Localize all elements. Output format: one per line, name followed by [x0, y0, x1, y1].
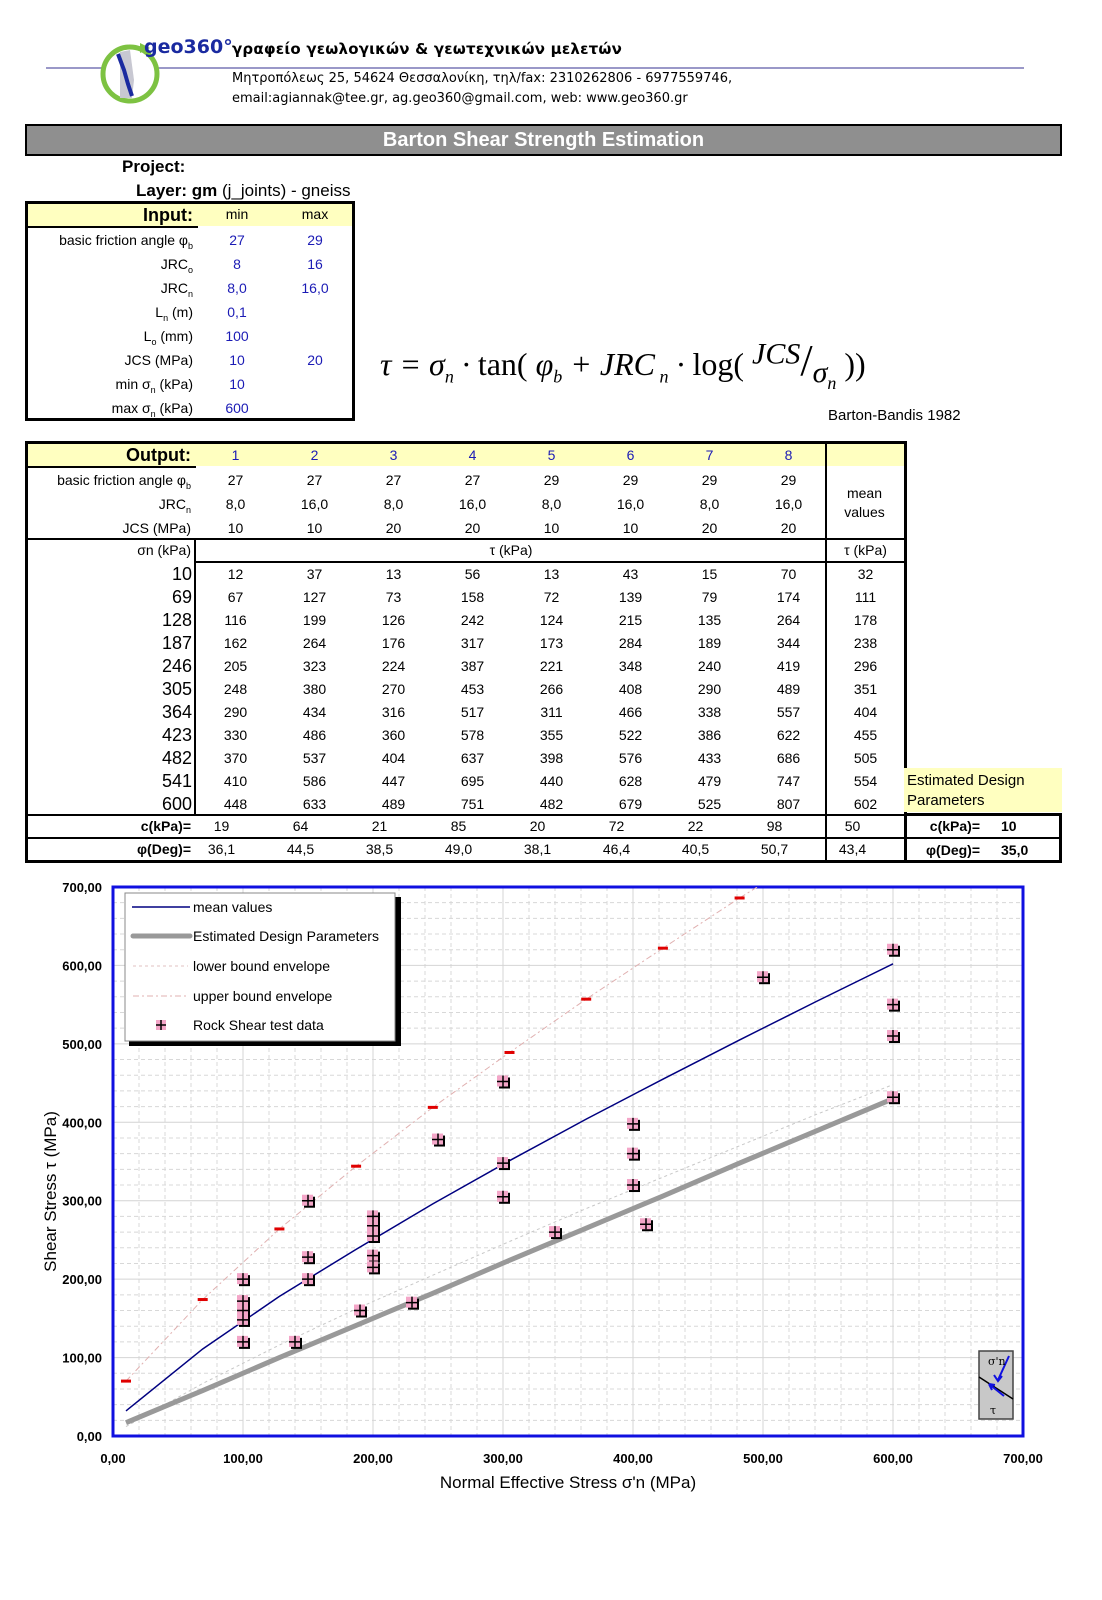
input-min-value: 100 — [225, 328, 249, 344]
output-column-number: 1 — [231, 447, 240, 463]
mean-tau-value: 32 — [857, 566, 874, 582]
output-column-number: 4 — [468, 447, 477, 463]
shear-strength-chart — [0, 860, 1102, 1510]
mean-tau-value: 455 — [853, 727, 878, 743]
mean-tau-value: 238 — [853, 635, 878, 651]
tau-value: 622 — [776, 727, 801, 743]
c-value: 85 — [450, 818, 467, 834]
tau-value: 73 — [385, 589, 402, 605]
tau-value: 398 — [539, 750, 564, 766]
phi-label: φ(Deg)= — [137, 841, 191, 857]
output-param-value: 8,0 — [541, 496, 562, 512]
input-row-label-unit: (kPa) — [155, 376, 193, 392]
output-param-label-text: JCS (MPa) — [122, 520, 191, 536]
tau-value: 751 — [460, 796, 485, 812]
tau-value: 224 — [381, 658, 406, 674]
tau-value: 176 — [381, 635, 406, 651]
tau-value: 355 — [539, 727, 564, 743]
tau-value: 67 — [227, 589, 244, 605]
output-param-value: 29 — [780, 472, 797, 488]
output-param-label-subscript: b — [185, 480, 191, 491]
input-row-label-text: JCS (MPa) — [124, 352, 193, 368]
sigma-header: σn (kPa) — [137, 542, 191, 558]
input-row-label-text: basic friction angle φ — [59, 232, 188, 248]
layer-code: gm — [191, 181, 218, 200]
tau-value: 158 — [460, 589, 485, 605]
tau-value: 525 — [697, 796, 722, 812]
input-row-label-text: L — [155, 304, 164, 320]
tau-value: 348 — [618, 658, 643, 674]
sigma-value: 482 — [161, 748, 192, 768]
phi-value: 36,1 — [207, 841, 236, 857]
c-value: 22 — [687, 818, 704, 834]
tau-value: 290 — [223, 704, 248, 720]
design-divider — [904, 837, 1059, 839]
c-row-divider — [28, 814, 904, 816]
phi-value: 49,0 — [444, 841, 473, 857]
input-row-label — [28, 396, 193, 426]
tau-value: 189 — [697, 635, 722, 651]
upper-bound-marker — [274, 1227, 284, 1230]
tau-value: 387 — [460, 658, 485, 674]
phi-row-divider — [28, 837, 904, 839]
tau-value: 240 — [697, 658, 722, 674]
output-column-number: 2 — [310, 447, 319, 463]
tau-value: 37 — [306, 566, 323, 582]
c-value: 20 — [529, 818, 546, 834]
tau-value: 489 — [776, 681, 801, 697]
output-param-value: 8,0 — [383, 496, 404, 512]
tau-value: 70 — [780, 566, 797, 582]
tau-value: 311 — [540, 704, 563, 720]
tau-value: 537 — [302, 750, 327, 766]
x-tick-label: 200,00 — [353, 1451, 393, 1466]
mean-tau-value: 505 — [853, 750, 878, 766]
tau-value: 162 — [223, 635, 248, 651]
sigma-value: 364 — [161, 702, 192, 722]
y-tick-label: 600,00 — [62, 958, 102, 974]
mean-tau-value: 404 — [853, 704, 878, 720]
mean-tau-value: 296 — [853, 658, 878, 674]
sigma-value: 128 — [161, 610, 192, 630]
mean-tau-value: 178 — [853, 612, 878, 628]
design-phi-label: φ(Deg)= — [926, 842, 980, 858]
tau-value: 433 — [697, 750, 722, 766]
tau-value: 173 — [539, 635, 564, 651]
output-param-label-text: JRC — [158, 496, 186, 512]
tau-value: 466 — [618, 704, 643, 720]
input-min-value: 600 — [225, 400, 249, 416]
tau-header: τ (kPa) — [489, 542, 533, 558]
tau-value: 199 — [302, 612, 327, 628]
phi-value: 46,4 — [602, 841, 631, 857]
tau-value: 586 — [302, 773, 327, 789]
c-value: 19 — [213, 818, 230, 834]
x-axis-label: Normal Effective Stress σ'n (MPa) — [439, 1473, 697, 1492]
x-tick-label: 700,00 — [1003, 1451, 1043, 1466]
tau-value: 386 — [697, 727, 722, 743]
upper-bound-marker — [581, 998, 591, 1001]
x-tick-label: 100,00 — [223, 1451, 263, 1466]
output-param-value: 27 — [306, 472, 323, 488]
output-column-number: 6 — [626, 447, 635, 463]
mean-tau-value: 351 — [853, 681, 878, 697]
mean-tau-value: 602 — [853, 796, 878, 812]
tau-value: 578 — [460, 727, 485, 743]
tau-value: 695 — [460, 773, 485, 789]
output-param-label-text: basic friction angle φ — [57, 472, 186, 488]
input-row-label-unit: (mm) — [156, 328, 193, 344]
tau-value: 43 — [622, 566, 639, 582]
tau-value: 448 — [223, 796, 248, 812]
tau-value: 404 — [381, 750, 406, 766]
upper-bound-marker — [351, 1165, 361, 1168]
barton-formula: $\tau = \sigma_n \cdot \tan$( $\varphi_b$ + JRC $_n$ · log( $^{JCS}/_{\sigma_n}$ )) — [380, 336, 866, 394]
output-param-value: 16,0 — [300, 496, 329, 512]
output-param-value: 16,0 — [616, 496, 645, 512]
project-label: Project: — [122, 157, 186, 176]
tau-value: 344 — [776, 635, 801, 651]
tau-value: 686 — [776, 750, 801, 766]
formula-caption: Barton-Bandis 1982 — [828, 407, 961, 424]
upper-bound-marker — [735, 896, 745, 899]
legend-label: lower bound envelope — [193, 958, 330, 974]
sigma-value: 600 — [161, 794, 192, 814]
tau-value: 264 — [776, 612, 801, 628]
tau-value: 557 — [776, 704, 801, 720]
legend-label: mean values — [193, 899, 273, 915]
tau-value: 135 — [697, 612, 722, 628]
page-title: Barton Shear Strength Estimation — [25, 124, 1062, 156]
tau-value: 434 — [302, 704, 327, 720]
stress-inset-tau-label: τ — [990, 1404, 997, 1417]
output-param-value: 10 — [622, 520, 639, 536]
y-tick-label: 500,00 — [62, 1036, 102, 1052]
mean-tau-value: 111 — [854, 589, 877, 605]
output-column-number: 7 — [705, 447, 714, 463]
tau-value: 633 — [302, 796, 327, 812]
mean-values-header: mean values — [844, 485, 885, 520]
tau-value: 517 — [460, 704, 485, 720]
tau-value: 316 — [381, 704, 406, 720]
tau-value: 116 — [224, 612, 247, 628]
input-min-value: 10 — [229, 376, 245, 392]
tau-value: 264 — [302, 635, 327, 651]
legend-label: Estimated Design Parameters — [193, 928, 379, 944]
tau-value: 679 — [618, 796, 643, 812]
x-tick-label: 0,00 — [100, 1451, 126, 1466]
c-mean: 50 — [844, 818, 861, 834]
sigma-value: 305 — [161, 679, 192, 699]
tau-value: 453 — [460, 681, 485, 697]
c-value: 21 — [371, 818, 388, 834]
output-param-value: 10 — [543, 520, 560, 536]
output-param-value: 20 — [464, 520, 481, 536]
tau-value: 440 — [539, 773, 564, 789]
upper-bound-marker — [505, 1051, 515, 1054]
input-min-value: 0,1 — [227, 304, 247, 320]
y-tick-label: 400,00 — [62, 1115, 102, 1131]
tau-value: 380 — [302, 681, 327, 697]
tau-value: 370 — [223, 750, 248, 766]
tau-value: 576 — [618, 750, 643, 766]
upper-bound-marker — [658, 947, 668, 950]
tau-value: 807 — [776, 796, 801, 812]
y-tick-label: 200,00 — [62, 1272, 102, 1288]
output-param-value: 8,0 — [699, 496, 720, 512]
output-param-value: 29 — [701, 472, 718, 488]
input-row-label-unit: (m) — [168, 304, 193, 320]
tau-value: 270 — [381, 681, 406, 697]
phi-mean: 43,4 — [838, 841, 867, 857]
phi-value: 40,5 — [681, 841, 710, 857]
sigma-value: 10 — [171, 564, 192, 584]
tau-value: 221 — [539, 658, 564, 674]
tau-value: 628 — [618, 773, 643, 789]
tau-value: 266 — [539, 681, 564, 697]
output-subheader-divider — [194, 561, 904, 563]
tau-value: 338 — [697, 704, 722, 720]
output-column-number: 8 — [784, 447, 793, 463]
phi-value: 38,1 — [523, 841, 552, 857]
input-row-label-text: L — [143, 328, 152, 344]
tau-value: 139 — [618, 589, 643, 605]
tau-value: 13 — [385, 566, 402, 582]
x-tick-label: 600,00 — [873, 1451, 913, 1466]
layer-line — [136, 181, 351, 201]
design-c-label: c(kPa)= — [929, 818, 980, 834]
output-param-value: 20 — [385, 520, 402, 536]
input-min-value: 8 — [233, 256, 241, 272]
input-heading: Input: — [143, 205, 193, 225]
tau-value: 410 — [223, 773, 248, 789]
output-param-value: 16,0 — [458, 496, 487, 512]
input-max-header: max — [301, 206, 329, 222]
input-max-value: 16,0 — [301, 280, 329, 296]
c-value: 72 — [608, 818, 625, 834]
output-param-value: 10 — [227, 520, 244, 536]
tau-value: 482 — [539, 796, 564, 812]
c-label: c(kPa)= — [140, 818, 191, 834]
output-param-value: 20 — [701, 520, 718, 536]
layer-label: Layer: — [136, 181, 188, 200]
y-axis-label: Shear Stress τ (MPa) — [41, 1111, 60, 1272]
mean-tau-header: τ (kPa) — [844, 542, 887, 558]
header-rule-right — [158, 67, 1024, 69]
tau-value: 447 — [381, 773, 406, 789]
tau-value: 13 — [543, 566, 560, 582]
sigma-value: 541 — [161, 771, 192, 791]
header-rule-left — [46, 67, 104, 69]
brand-name: geo360° — [144, 36, 233, 58]
tau-value: 205 — [223, 658, 248, 674]
layer-desc: (j_joints) - gneiss — [222, 181, 351, 200]
input-min-value: 27 — [229, 232, 245, 248]
tau-value: 15 — [701, 566, 718, 582]
mean-tau-value: 554 — [853, 773, 878, 789]
tau-value: 248 — [223, 681, 248, 697]
upper-bound-marker — [198, 1298, 208, 1301]
stress-inset-sigma-label: σ'n — [988, 1355, 1006, 1368]
input-max-value: 20 — [307, 352, 323, 368]
input-row-label-subscript: n — [150, 384, 156, 395]
output-param-value: 20 — [780, 520, 797, 536]
x-tick-label: 400,00 — [613, 1451, 653, 1466]
tau-value: 479 — [697, 773, 722, 789]
tau-value: 290 — [697, 681, 722, 697]
output-param-value: 29 — [543, 472, 560, 488]
phi-value: 50,7 — [760, 841, 789, 857]
header-company: γραφείο γεωλογικών & γεωτεχνικών μελετών — [232, 40, 623, 58]
output-param-value: 16,0 — [774, 496, 803, 512]
design-phi-value: 35,0 — [1001, 842, 1029, 858]
output-param-value: 27 — [385, 472, 402, 488]
sigma-value: 69 — [171, 587, 192, 607]
design-parameters-heading: Estimated Design Parameters — [904, 768, 1062, 812]
tau-value: 174 — [776, 589, 801, 605]
input-row-label-subscript: n — [150, 408, 156, 419]
input-row-label-subscript: b — [187, 240, 193, 251]
tau-value: 56 — [464, 566, 481, 582]
output-column-number: 3 — [389, 447, 398, 463]
input-row-label-unit: (kPa) — [155, 400, 193, 416]
y-tick-label: 0,00 — [76, 1429, 102, 1444]
tau-value: 747 — [776, 773, 801, 789]
x-tick-label: 300,00 — [483, 1451, 523, 1466]
output-param-value: 10 — [306, 520, 323, 536]
tau-value: 127 — [302, 589, 327, 605]
design-parameters-box — [904, 813, 1062, 863]
phi-value: 38,5 — [365, 841, 394, 857]
upper-bound-marker — [121, 1380, 131, 1383]
phi-value: 44,5 — [286, 841, 315, 857]
sigma-value: 246 — [161, 656, 192, 676]
tau-value: 522 — [618, 727, 643, 743]
tau-value: 486 — [302, 727, 327, 743]
input-row-label-subscript: o — [151, 336, 157, 347]
input-row-label-subscript: n — [163, 312, 169, 323]
input-min-header: min — [225, 206, 249, 222]
output-divider — [28, 538, 904, 540]
design-c-value: 10 — [1001, 818, 1017, 834]
upper-bound-marker — [428, 1106, 438, 1109]
input-table — [25, 201, 355, 421]
header-address: Μητροπόλεως 25, 54624 Θεσσαλονίκη, τηλ/fax: 2310262806 - 6977559746, — [232, 71, 733, 86]
output-param-value: 27 — [227, 472, 244, 488]
x-tick-label: 500,00 — [743, 1451, 783, 1466]
tau-value: 215 — [618, 612, 643, 628]
tau-value: 360 — [381, 727, 406, 743]
output-heading: Output: — [126, 445, 191, 465]
output-param-value: 8,0 — [225, 496, 246, 512]
tau-value: 242 — [460, 612, 485, 628]
c-value: 64 — [292, 818, 309, 834]
input-row-label-text: JRC — [160, 280, 188, 296]
tau-value: 72 — [543, 589, 560, 605]
tau-value: 317 — [460, 635, 485, 651]
output-param-value: 27 — [464, 472, 481, 488]
tau-value: 408 — [618, 681, 643, 697]
output-param-value: 29 — [622, 472, 639, 488]
tau-value: 330 — [223, 727, 248, 743]
y-tick-label: 700,00 — [62, 880, 102, 895]
output-param-label-subscript: n — [185, 504, 191, 515]
y-tick-label: 100,00 — [62, 1350, 102, 1366]
legend-label: Rock Shear test data — [193, 1017, 324, 1033]
output-column-number: 5 — [547, 447, 556, 463]
input-row-label-text: min σ — [115, 376, 151, 392]
tau-value: 284 — [618, 635, 643, 651]
tau-value: 12 — [227, 566, 244, 582]
input-max-value: 16 — [307, 256, 323, 272]
input-row-label-subscript: o — [187, 264, 193, 275]
y-tick-label: 300,00 — [62, 1193, 102, 1209]
tau-value: 323 — [302, 658, 327, 674]
tau-value: 124 — [539, 612, 564, 628]
input-row-label-text: JRC — [160, 256, 188, 272]
tau-value: 126 — [381, 612, 406, 628]
input-min-value: 10 — [229, 352, 245, 368]
tau-value: 637 — [460, 750, 485, 766]
input-max-value: 29 — [307, 232, 323, 248]
sigma-value: 187 — [161, 633, 192, 653]
c-value: 98 — [766, 818, 783, 834]
input-min-value: 8,0 — [227, 280, 247, 296]
input-row-label-subscript: n — [187, 288, 193, 299]
legend-label: upper bound envelope — [193, 988, 333, 1004]
tau-value: 489 — [381, 796, 406, 812]
design-parameters-line — [126, 1099, 893, 1423]
tau-value: 419 — [776, 658, 801, 674]
tau-value: 79 — [701, 589, 718, 605]
header-contact: email:agiannak@tee.gr, ag.geo360@gmail.com, web: www.geo360.gr — [232, 91, 688, 106]
sigma-value: 423 — [161, 725, 192, 745]
input-row-label-text: max σ — [111, 400, 151, 416]
output-table — [25, 441, 907, 863]
